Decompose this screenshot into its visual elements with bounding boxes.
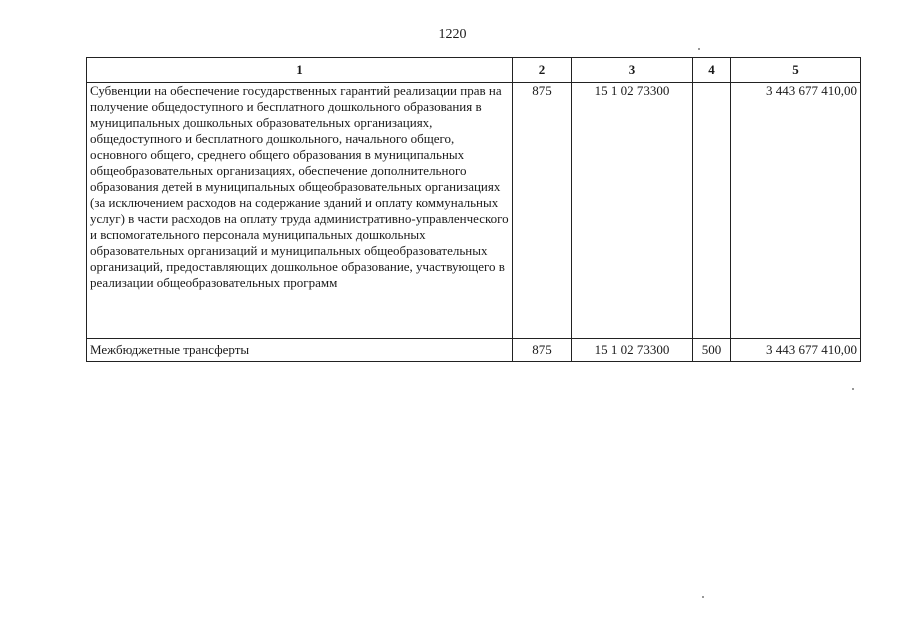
- row-amount: 3 443 677 410,00: [731, 339, 861, 362]
- row-name: Субвенции на обеспечение государственных гарантий реализации прав на получение общедоступного и бесплатного дошкольного образования в муниципальных дошкольных образовательных организациях, общедоступного и бесплатного дошкольного, начального общего, основного общего, среднего общего образования в муниципальных общеобразовательных организациях, обеспечение дополнительного образования детей в муниципальных общеобразовательных организациях (за исключением расходов на содержание зданий и оплату коммунальных услуг) в части расходов на оплату труда административно-управленческого и вспомогательного персонала муниципальных дошкольных образовательных организаций и муниципальных общеобразовательных организаций, предоставляющих дошкольное образование, участвующего в реализации общеобразовательных программ: [87, 83, 513, 339]
- page-number: 1220: [438, 27, 467, 42]
- scan-speck: [702, 596, 704, 598]
- table-row: [87, 339, 861, 362]
- row-expense-type: [693, 83, 731, 339]
- row-expense-type: 500: [693, 339, 731, 362]
- column-header-5: 5: [731, 58, 861, 83]
- column-header-2: 2: [513, 58, 572, 83]
- row-amount: 3 443 677 410,00: [731, 83, 861, 339]
- column-header-1: 1: [87, 58, 513, 83]
- row-ministry-code: 875: [513, 339, 572, 362]
- row-target-article: 15 1 02 73300: [572, 83, 693, 339]
- column-header-3: 3: [572, 58, 693, 83]
- budget-table: [86, 57, 861, 362]
- column-header-4: 4: [693, 58, 731, 83]
- row-target-article: 15 1 02 73300: [572, 339, 693, 362]
- scan-speck: [852, 388, 854, 390]
- scan-speck: [698, 48, 700, 50]
- row-ministry-code: 875: [513, 83, 572, 339]
- table-row: [87, 83, 861, 339]
- row-name: Межбюджетные трансферты: [87, 339, 513, 362]
- table-header-row: [87, 58, 861, 83]
